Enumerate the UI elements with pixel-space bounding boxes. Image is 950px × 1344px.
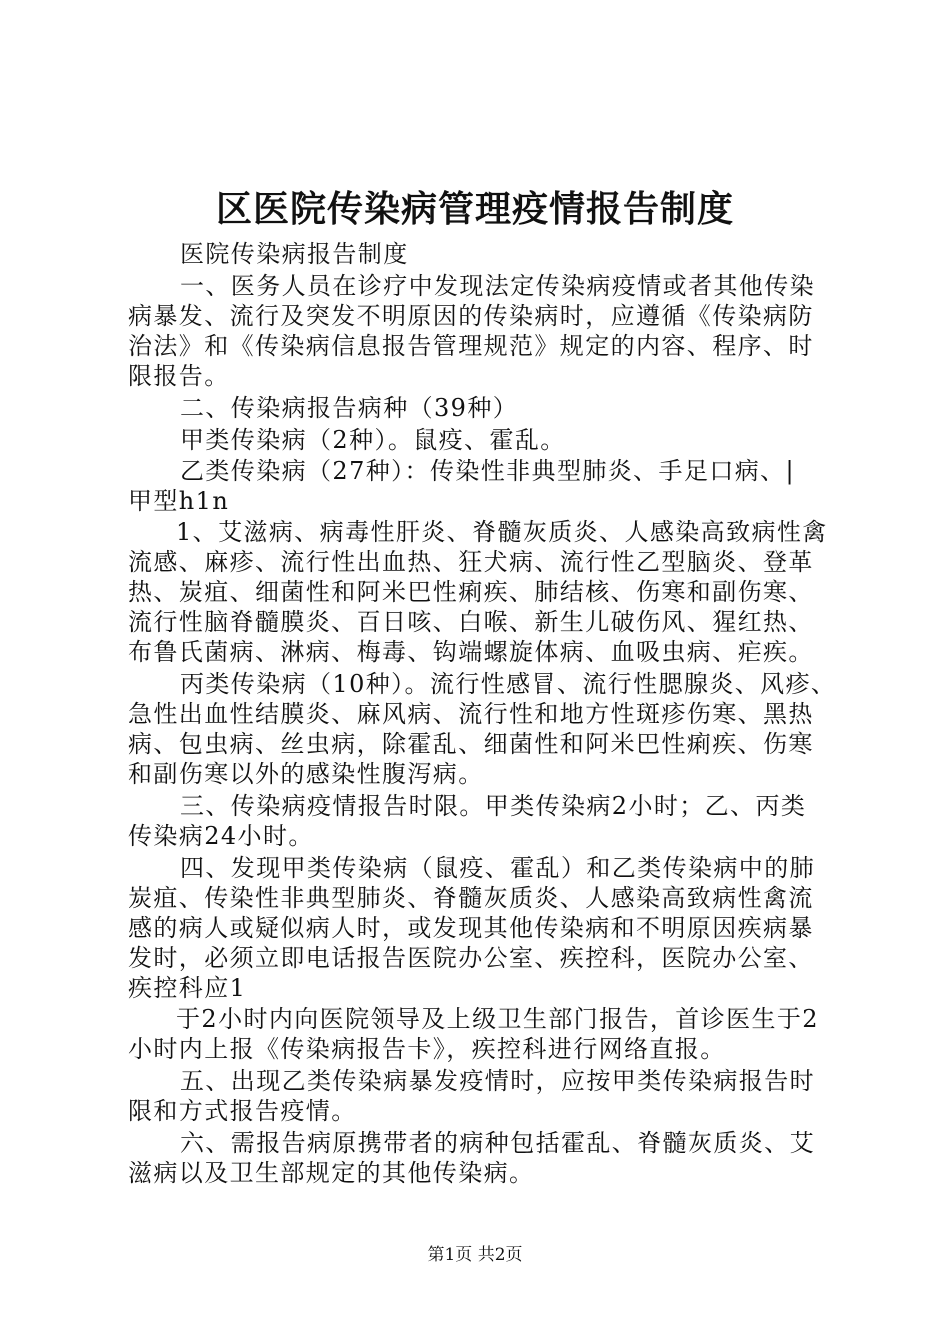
paragraph-line: 限和方式报告疫情。 <box>128 1097 357 1125</box>
paragraph-line: 滋病以及卫生部规定的其他传染病。 <box>128 1159 535 1187</box>
paragraph-line: 小时内上报《传染病报告卡》，疾控科进行网络直报。 <box>128 1035 726 1063</box>
paragraph-line: 1、艾滋病、病毒性肝炎、脊髓灰质炎、人感染高致病性禽 <box>176 518 828 546</box>
paragraph-line: 病暴发、流行及突发不明原因的传染病时，应遵循《传染病防 <box>128 302 814 330</box>
paragraph-line: 限报告。 <box>128 362 230 390</box>
paragraph-line: 五、出现乙类传染病暴发疫情时，应按甲类传染病报告时 <box>180 1067 815 1095</box>
paragraph-line: 二、传染病报告病种（39种） <box>180 394 519 422</box>
paragraph-line: 甲型h1n <box>128 487 230 515</box>
paragraph-line: 疾控科应1 <box>128 974 247 1002</box>
paragraph-line: 一、医务人员在诊疗中发现法定传染病疫情或者其他传染 <box>180 272 815 300</box>
paragraph-line: 治法》和《传染病信息报告管理规范》规定的内容、程序、时 <box>128 332 814 360</box>
document-title: 区医院传染病管理疫情报告制度 <box>215 188 734 230</box>
paragraph-line: 感的病人或疑似病人时，或发现其他传染病和不明原因疾病暴 <box>128 914 814 942</box>
paragraph-line: 医院传染病报告制度 <box>180 240 409 268</box>
paragraph-line: 传染病24小时。 <box>128 822 314 850</box>
page-number-footer: 第1页 共2页 <box>427 1245 523 1265</box>
paragraph-line: 三、传染病疫情报告时限。甲类传染病2小时；乙、丙类 <box>180 792 807 820</box>
paragraph-line: 和副伤寒以外的感染性腹泻病。 <box>128 760 484 788</box>
paragraph-line: 急性出血性结膜炎、麻风病、流行性和地方性斑疹伤寒、黑热 <box>128 700 814 728</box>
paragraph-line: 甲类传染病（2种）。鼠疫、霍乱。 <box>180 426 566 454</box>
paragraph-line: 发时，必须立即电话报告医院办公室、疾控科，医院办公室、 <box>128 944 814 972</box>
paragraph-line: 于2小时内向医院领导及上级卫生部门报告，首诊医生于2 <box>176 1005 819 1033</box>
paragraph-line: 流感、麻疹、流行性出血热、狂犬病、流行性乙型脑炎、登革 <box>128 548 814 576</box>
paragraph-line: 病、包虫病、丝虫病，除霍乱、细菌性和阿米巴性痢疾、伤寒 <box>128 730 814 758</box>
paragraph-line: 流行性脑脊髓膜炎、百日咳、白喉、新生儿破伤风、猩红热、 <box>128 608 814 636</box>
paragraph-line: 六、需报告病原携带者的病种包括霍乱、脊髓灰质炎、艾 <box>180 1129 815 1157</box>
paragraph-line: 布鲁氏菌病、淋病、梅毒、钩端螺旋体病、血吸虫病、疟疾。 <box>128 638 814 666</box>
paragraph-line: 乙类传染病（27种）：传染性非典型肺炎、手足口病、| <box>180 457 796 485</box>
paragraph-line: 热、炭疽、细菌性和阿米巴性痢疾、肺结核、伤寒和副伤寒、 <box>128 578 814 606</box>
paragraph-line: 四、发现甲类传染病（鼠疫、霍乱）和乙类传染病中的肺 <box>180 854 815 882</box>
paragraph-line: 炭疽、传染性非典型肺炎、脊髓灰质炎、人感染高致病性禽流 <box>128 884 814 912</box>
paragraph-line: 丙类传染病（10种）。流行性感冒、流行性腮腺炎、风疹、 <box>180 670 837 698</box>
